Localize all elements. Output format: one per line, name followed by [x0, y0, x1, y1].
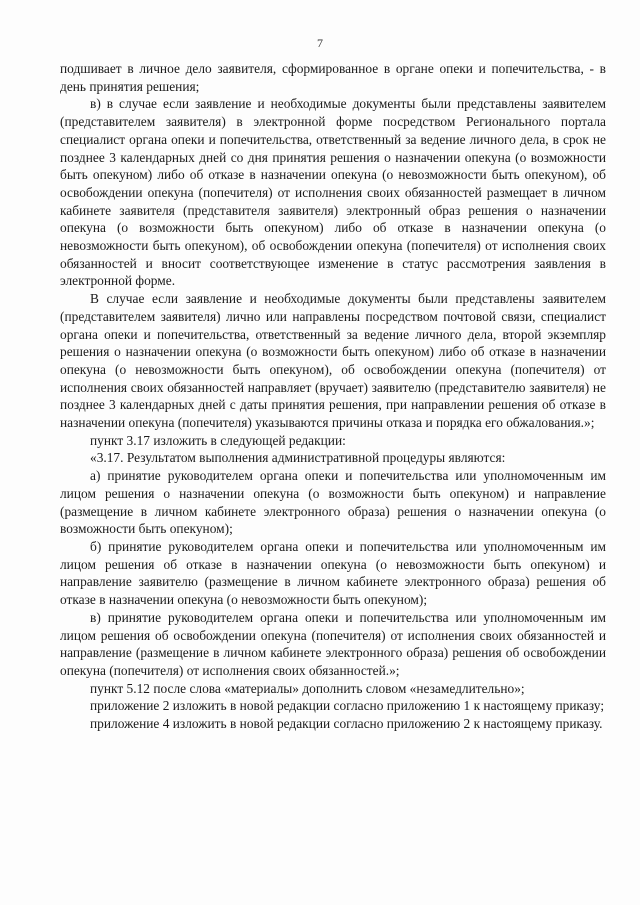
paragraph: б) принятие руководителем органа опеки и попечительства или уполномоченным им лицом решения об отказе в назначении опекуна (о невозможности быть опекуном) и направление заявителю (размещение в личном кабинете электронного образа) решения об отказе в назначении опекуна (о невозможности быть опекуном); [60, 538, 606, 608]
paragraph: подшивает в личное дело заявителя, сформированное в органе опеки и попечительства, - в день принятия решения; [60, 61, 606, 94]
document-body [60, 60, 606, 733]
paragraph: в) в случае если заявление и необходимые документы были представлены заявителем (представителем заявителя) в электронной форме посредством Регионального портала специалист органа опеки и попечительства, ответственный за ведение личного дела, в срок не позднее 3 календарных дней со дня принятия решения о назначении опекуна (о возможности быть опекуном) либо об отказе в назначении опекуна (о невозможности быть опекуном), об освобождении опекуна (попечителя) от исполнения своих обязанностей размещает в личном кабинете заявителя (представителя заявителя) электронный образ решения о назначении опекуна (о возможности быть опекуном) либо об отказе в назначении опекуна (о невозможности быть опекуном), об освобождении опекуна (попечителя) от исполнения своих обязанностей и вносит соответствующее изменение в статус рассмотрения заявления в электронной форме. [60, 96, 606, 289]
paragraph: приложение 2 изложить в новой редакции согласно приложению 1 к настоящему приказу; [90, 698, 605, 714]
paragraph: а) принятие руководителем органа опеки и попечительства или уполномоченным им лицом решения о назначении опекуна (о возможности быть опекуном) и направление (размещение в личном кабинете электронного образа) решения о назначении опекуна (о возможности быть опекуном); [60, 468, 606, 537]
paragraph: в) принятие руководителем органа опеки и попечительства или уполномоченным им лицом решения об освобождении опекуна (попечителя) от исполнения своих обязанностей и направление (размещение в личном кабинете электронного образа) решения об освобождении опекуна (попечителя) от исполнения своих обязанностей.»; [60, 609, 606, 678]
paragraph: В случае если заявление и необходимые документы были представлены заявителем (представителем заявителя) лично или направлены посредством почтовой связи, специалист органа опеки и попечительства, ответственный за ведение личного дела, второй экземпляр решения о назначении опекуна (о возможности быть опекуном) либо об отказе в назначении опекуна (о невозможности быть опекуном), об освобождении опекуна (попечителя) от исполнения своих обязанностей направляет (вручает) заявителю (представителю заявителя) не позднее 3 календарных дней с даты принятия решения, при направлении решения об отказе в назначении опекуна (попечителя) указываются причины отказа и порядка его обжалования.»; [60, 291, 606, 431]
paragraph: пункт 5.12 после слова «материалы» дополнить словом «незамедлительно»; [90, 680, 525, 696]
paragraph: приложение 4 изложить в новой редакции согласно приложению 2 к настоящему приказу. [90, 716, 603, 732]
paragraph: пункт 3.17 изложить в следующей редакции: [90, 432, 346, 448]
page-number: 7 [317, 36, 323, 50]
paragraph: «3.17. Результатом выполнения административной процедуры являются: [90, 450, 506, 466]
